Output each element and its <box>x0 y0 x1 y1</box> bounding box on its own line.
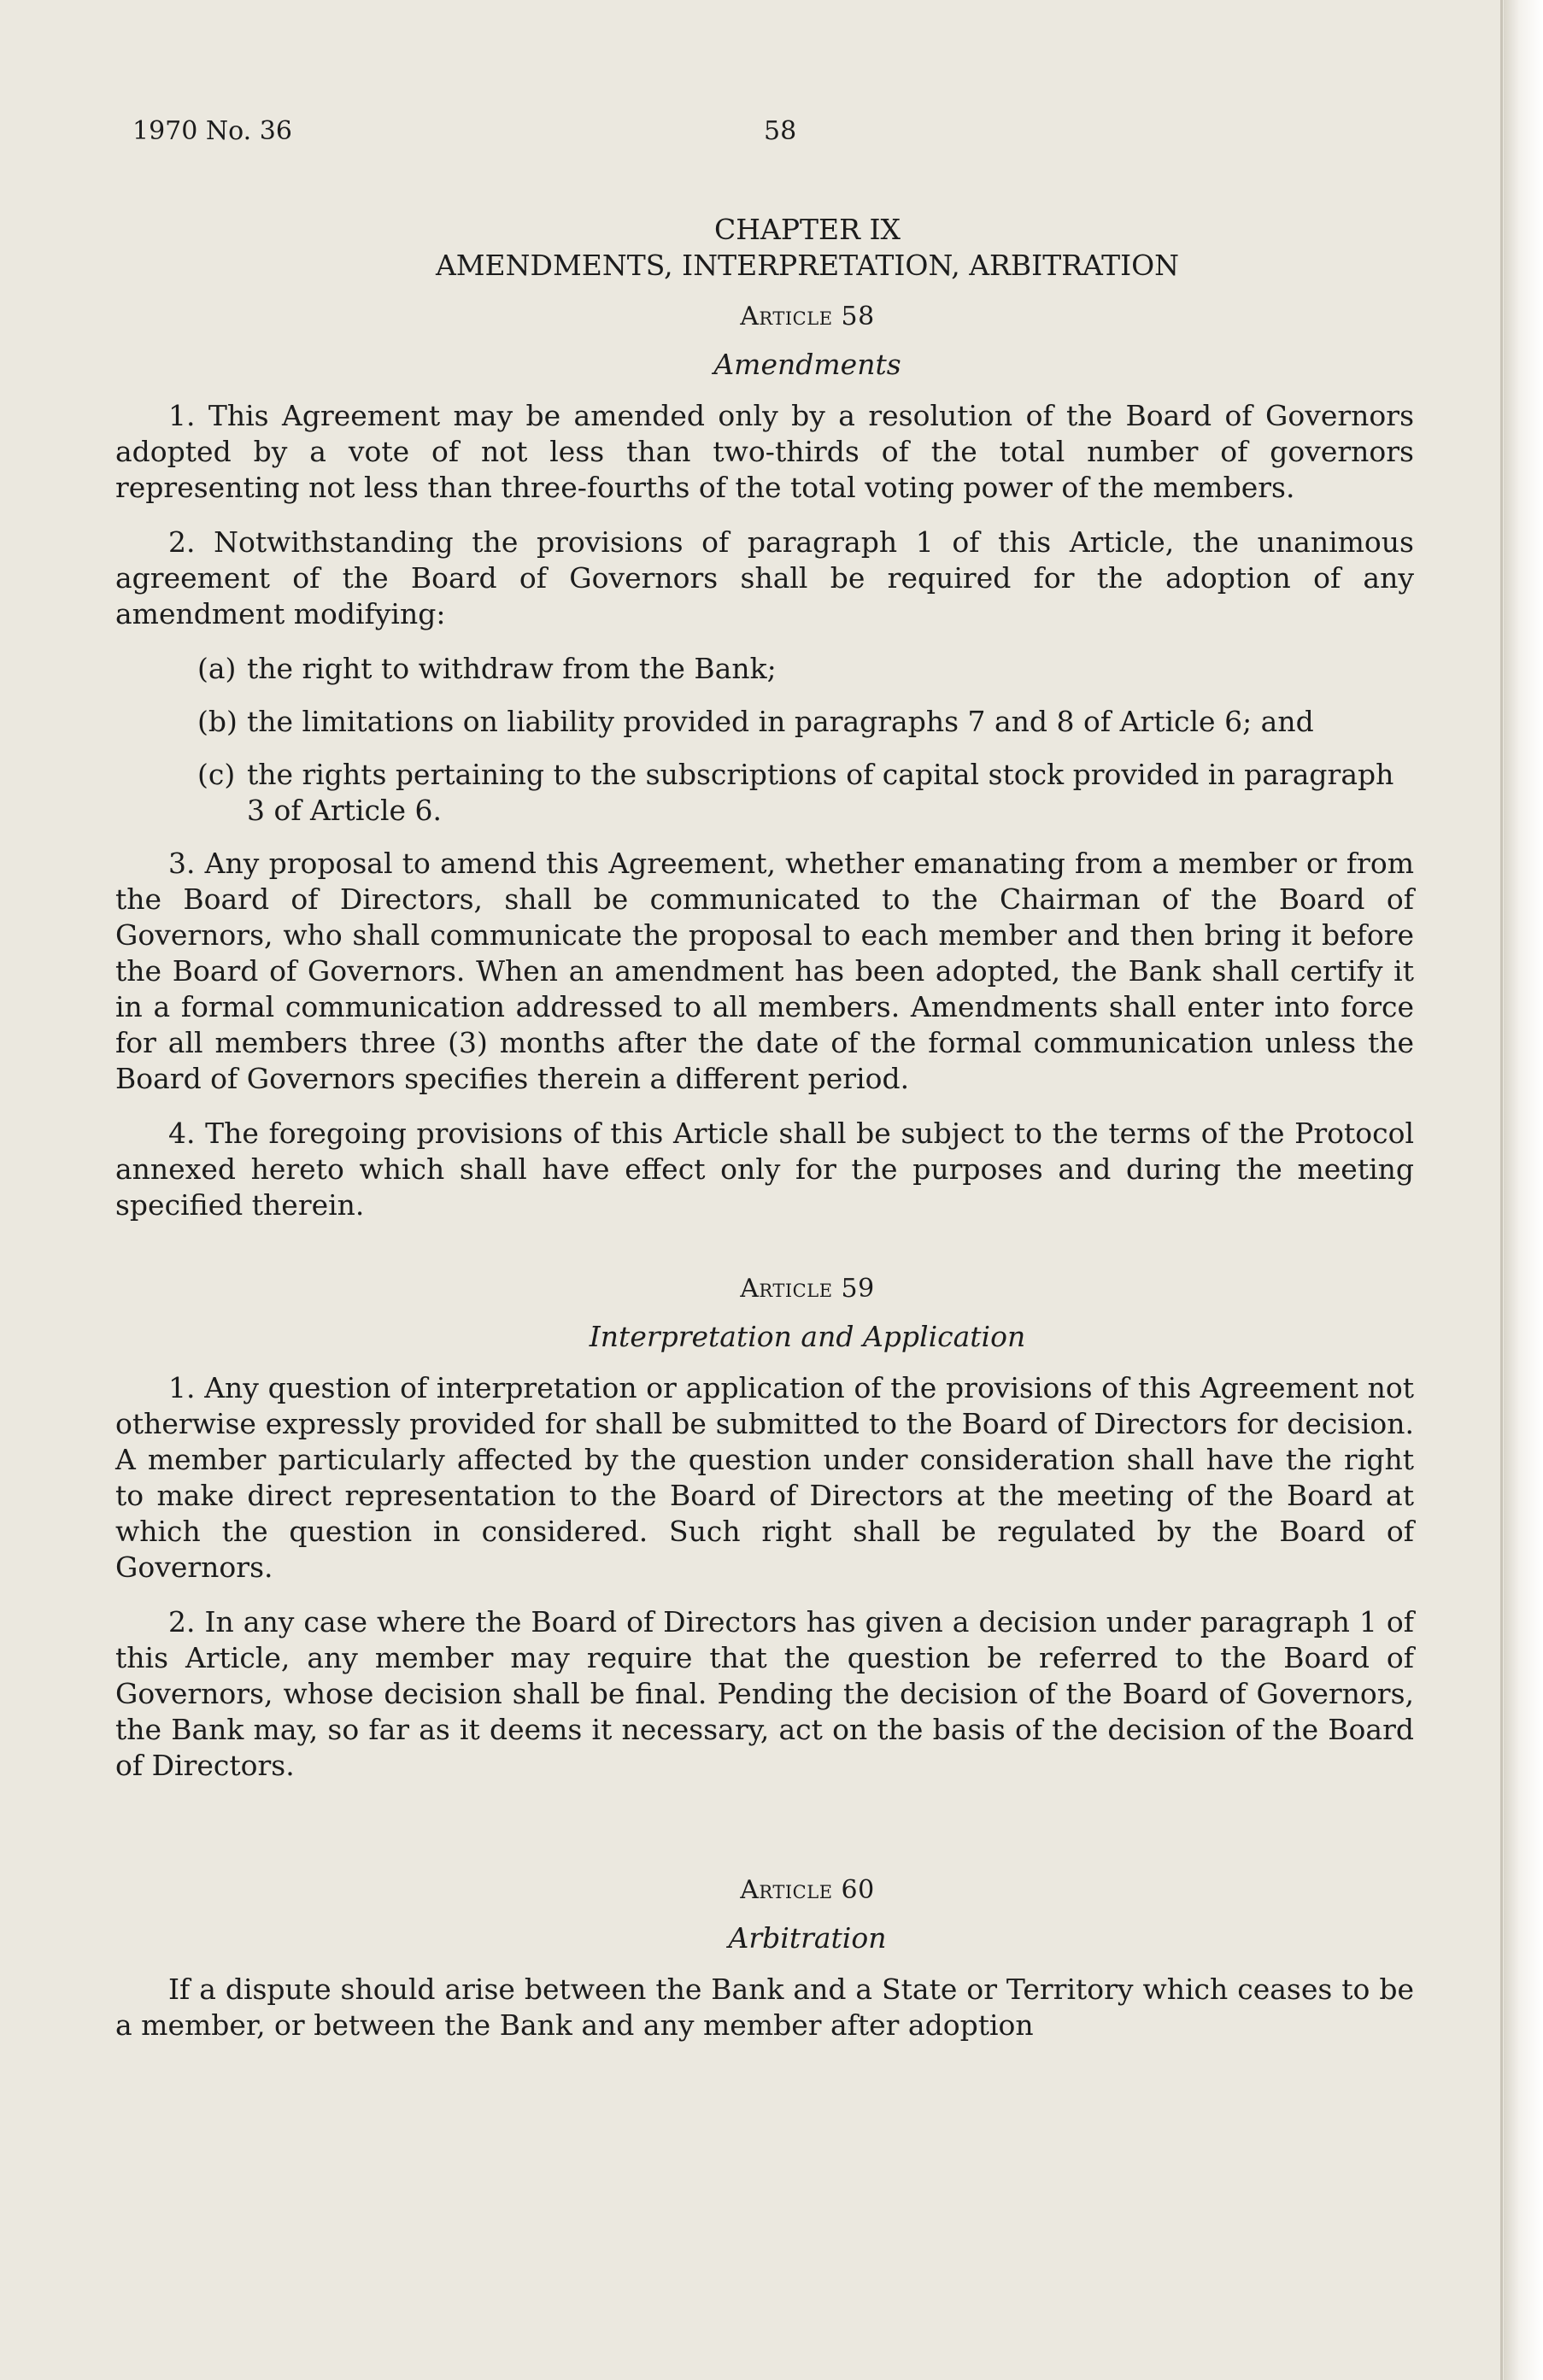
article-58-subheading: Amendments <box>713 348 901 381</box>
chapter-title: AMENDMENTS, INTERPRETATION, ARBITRATION <box>435 249 1180 282</box>
section-spacer <box>115 1242 1414 1271</box>
list-item-c <box>197 757 1414 829</box>
section-spacer <box>115 1803 1414 1873</box>
list-item-text: the limitations on liability provided in paragraphs 7 and 8 of Article 6; and <box>247 705 1314 738</box>
page-edge <box>1504 0 1543 2380</box>
article-58-paragraph-2: 2. Notwithstanding the provisions of paragraph 1 of this Article, the unanimous agreement of the Board of Governors shall be required for the adoption of any amendment modifying: <box>115 525 1414 630</box>
running-head <box>132 116 1397 154</box>
article-59-subheading: Interpretation and Application <box>589 1320 1026 1353</box>
chapter-number: CHAPTER IX <box>713 213 901 246</box>
article-59-heading: Article 59 <box>740 1274 875 1304</box>
list-item-label: (c) <box>197 758 236 791</box>
article-58-heading: Article 58 <box>740 302 875 331</box>
list-item-text: the right to withdraw from the Bank; <box>247 652 777 685</box>
page-gutter-line <box>1500 0 1503 2380</box>
article-58-paragraph-4: 4. The foregoing provisions of this Article shall be subject to the terms of the Protocol annexed hereto which shall have effect only for the purposes and during the meeting specified therein. <box>115 1117 1414 1222</box>
article-60-subheading: Arbitration <box>728 1921 887 1955</box>
article-58-paragraph-3: 3. Any proposal to amend this Agreement, whether emanating from a member or from the Board of Directors, shall be communicated to the Chairman of the Board of Governors, who shall communicate the proposal to each member and then bring it before the Board of Governors. When an amendment has been adopted, the Bank shall certify it in a formal communication addressed to all members. Amendments shall enter into force for all members three (3) months after the date of the formal communication unless the Board of Governors specifies therein a different period. <box>115 847 1414 1095</box>
list-item-label: (b) <box>197 705 238 738</box>
list-item-text: the rights pertaining to the subscriptions of capital stock provided in paragraph 3 of Article 6. <box>247 758 1394 827</box>
page-number: 58 <box>764 116 797 146</box>
body-text <box>115 212 1414 2062</box>
list-item-label: (a) <box>197 652 237 685</box>
article-59-paragraph-1: 1. Any question of interpretation or application of the provisions of this Agreement not otherwise expressly provided for shall be submitted to the Board of Directors for decision. A member particularly affected by the question under consideration shall have the right to make direct representation to the Board of Directors at the meeting of the Board at which the question in considered. Such right shall be regulated by the Board of Governors. <box>115 1371 1414 1584</box>
article-59-paragraph-2: 2. In any case where the Board of Directors has given a decision under paragraph 1 of this Article, any member may require that the question be referred to the Board of Governors, whose decision shall be final. Pending the decision of the Board of Governors, the Bank may, so far as it deems it necessary, act on the basis of the decision of the Board of Directors. <box>115 1605 1414 1782</box>
article-60-heading: Article 60 <box>740 1875 875 1905</box>
article-60-paragraph-1: If a dispute should arise between the Bank and a State or Territory which ceases to be a member, or between the Bank and any member after adoption <box>115 1973 1414 2042</box>
list-item-a <box>197 651 1414 687</box>
list-item-b <box>197 704 1414 740</box>
running-head-left: 1970 No. 36 <box>132 116 292 146</box>
article-58-paragraph-1: 1. This Agreement may be amended only by a resolution of the Board of Governors adopted by a vote of not less than two-thirds of the total number of governors representing not less than three-fourths of the total voting power of the members. <box>115 399 1414 504</box>
